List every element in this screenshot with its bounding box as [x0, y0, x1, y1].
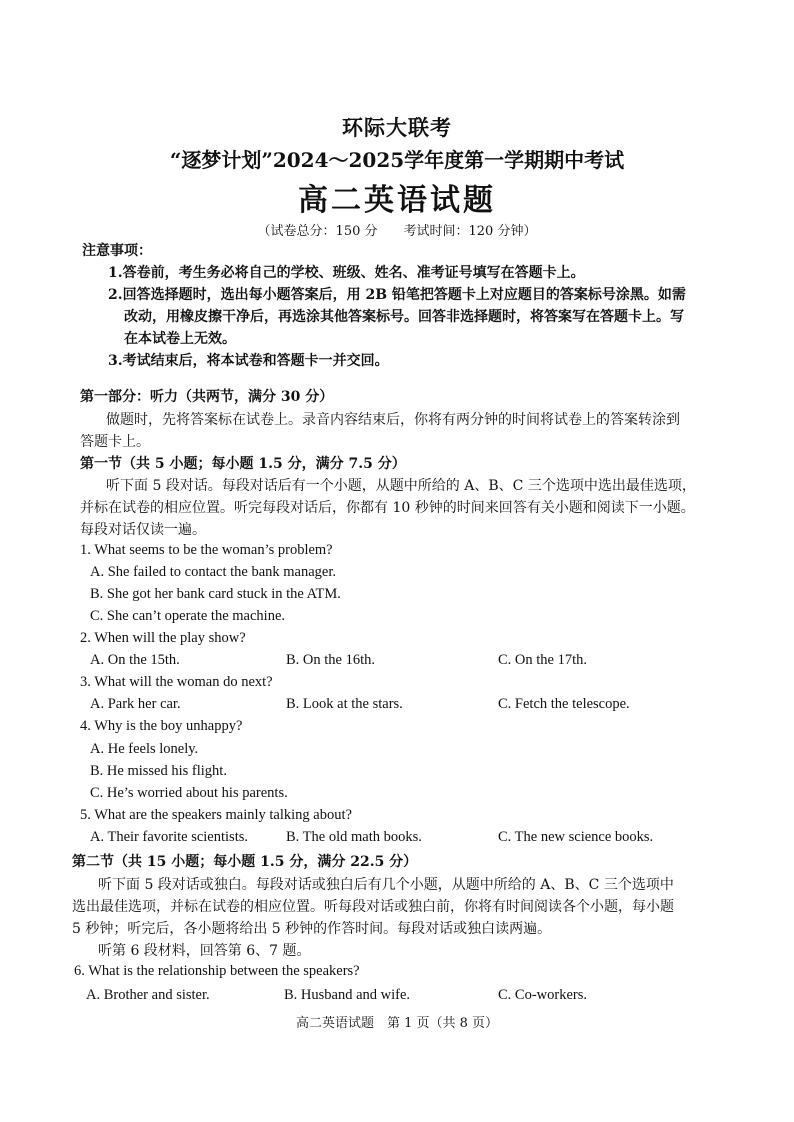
section1-intro: 听下面 5 段对话。每段对话后有一个小题，从题中所给的 A、B、C 三个选项中选出最佳选项， — [106, 478, 696, 494]
notes-item: 1.答卷前，考生务必将自己的学校、班级、姓名、准考证号填写在答题卡上。 — [108, 265, 585, 281]
option: A. He feels lonely. — [90, 741, 199, 757]
section1-intro: 每段对话仅读一遍。 — [80, 522, 206, 538]
option: B. Husband and wife. — [284, 987, 411, 1003]
notes-item: 3.考试结束后，将本试卷和答题卡一并交回。 — [108, 353, 389, 369]
question-text: 2. When will the play show? — [80, 630, 246, 646]
page-title: 高二英语试题 — [298, 183, 496, 218]
option: C. The new science books. — [498, 829, 654, 845]
page-footer: 高二英语试题 第 1 页（共 8 页） — [295, 1016, 499, 1031]
section2-intro: 5 秒钟；听完后，各小题将给出 5 秒钟的作答时间。每段对话或独白读两遍。 — [72, 921, 552, 937]
option: A. Park her car. — [90, 696, 181, 712]
notes-item: 2.回答选择题时，选出每小题答案后，用 2B 铅笔把答题卡上对应题目的答案标号涂黑。如需 — [108, 287, 686, 303]
option: C. Co-workers. — [498, 987, 588, 1003]
section2-intro: 选出最佳选项，并标在试卷的相应位置。听每段对话或独白前，你将有时间阅读各个小题，每小题 — [72, 899, 674, 915]
option: B. She got her bank card stuck in the ATM. — [90, 586, 341, 602]
option: A. Brother and sister. — [86, 987, 210, 1003]
option: C. She can’t operate the machine. — [90, 608, 286, 624]
option: A. Their favorite scientists. — [90, 829, 248, 845]
option: B. On the 16th. — [286, 652, 376, 668]
section1-heading: 第一节（共 5 小题；每小题 1.5 分，满分 7.5 分） — [80, 456, 406, 472]
part1-heading: 第一部分：听力（共两节，满分 30 分） — [80, 389, 334, 405]
section2-intro: 听下面 5 段对话或独白。每段对话或独白后有几个小题，从题中所给的 A、B、C 三个选项中 — [98, 877, 674, 893]
option: C. He’s worried about his parents. — [90, 785, 288, 801]
part1-intro: 做题时，先将答案标在试卷上。录音内容结束后，你将有两分钟的时间将试卷上的答案转涂到 — [106, 412, 680, 428]
option: B. The old math books. — [286, 829, 422, 845]
question-text: 5. What are the speakers mainly talking about? — [80, 807, 352, 823]
option: A. She failed to contact the bank manager. — [90, 564, 337, 580]
notes-heading: 注意事项： — [82, 243, 152, 259]
question-text: 6. What is the relationship between the speakers? — [74, 963, 360, 979]
part1-intro: 答题卡上。 — [80, 434, 150, 450]
question-text: 3. What will the woman do next? — [80, 674, 273, 690]
question-text: 4. Why is the boy unhappy? — [80, 718, 243, 734]
option: C. Fetch the telescope. — [498, 696, 630, 712]
option: C. On the 17th. — [498, 652, 588, 668]
option: A. On the 15th. — [90, 652, 180, 668]
exam-name: “逐梦计划”2024～2025学年度第一学期期中考试 — [169, 148, 625, 172]
question-text: 1. What seems to be the woman’s problem? — [80, 542, 333, 558]
option: B. Look at the stars. — [286, 696, 403, 712]
notes-item: 改动，用橡皮擦干净后，再选涂其他答案标号。回答非选择题时，将答案写在答题卡上。写 — [124, 309, 684, 325]
notes-item: 在本试卷上无效。 — [124, 331, 236, 347]
section2-heading: 第二节（共 15 小题；每小题 1.5 分，满分 22.5 分） — [72, 854, 418, 870]
section1-intro: 并标在试卷的相应位置。听完每段对话后，你都有 10 秒钟的时间来回答有关小题和阅读下一小题。 — [80, 500, 695, 516]
option: B. He missed his flight. — [90, 763, 227, 779]
exam-info: （试卷总分：150 分 考试时间：120 分钟） — [257, 224, 537, 239]
exam-org-title: 环际大联考 — [342, 115, 452, 140]
section2-material: 听第 6 段材料，回答第 6、7 题。 — [98, 943, 311, 959]
